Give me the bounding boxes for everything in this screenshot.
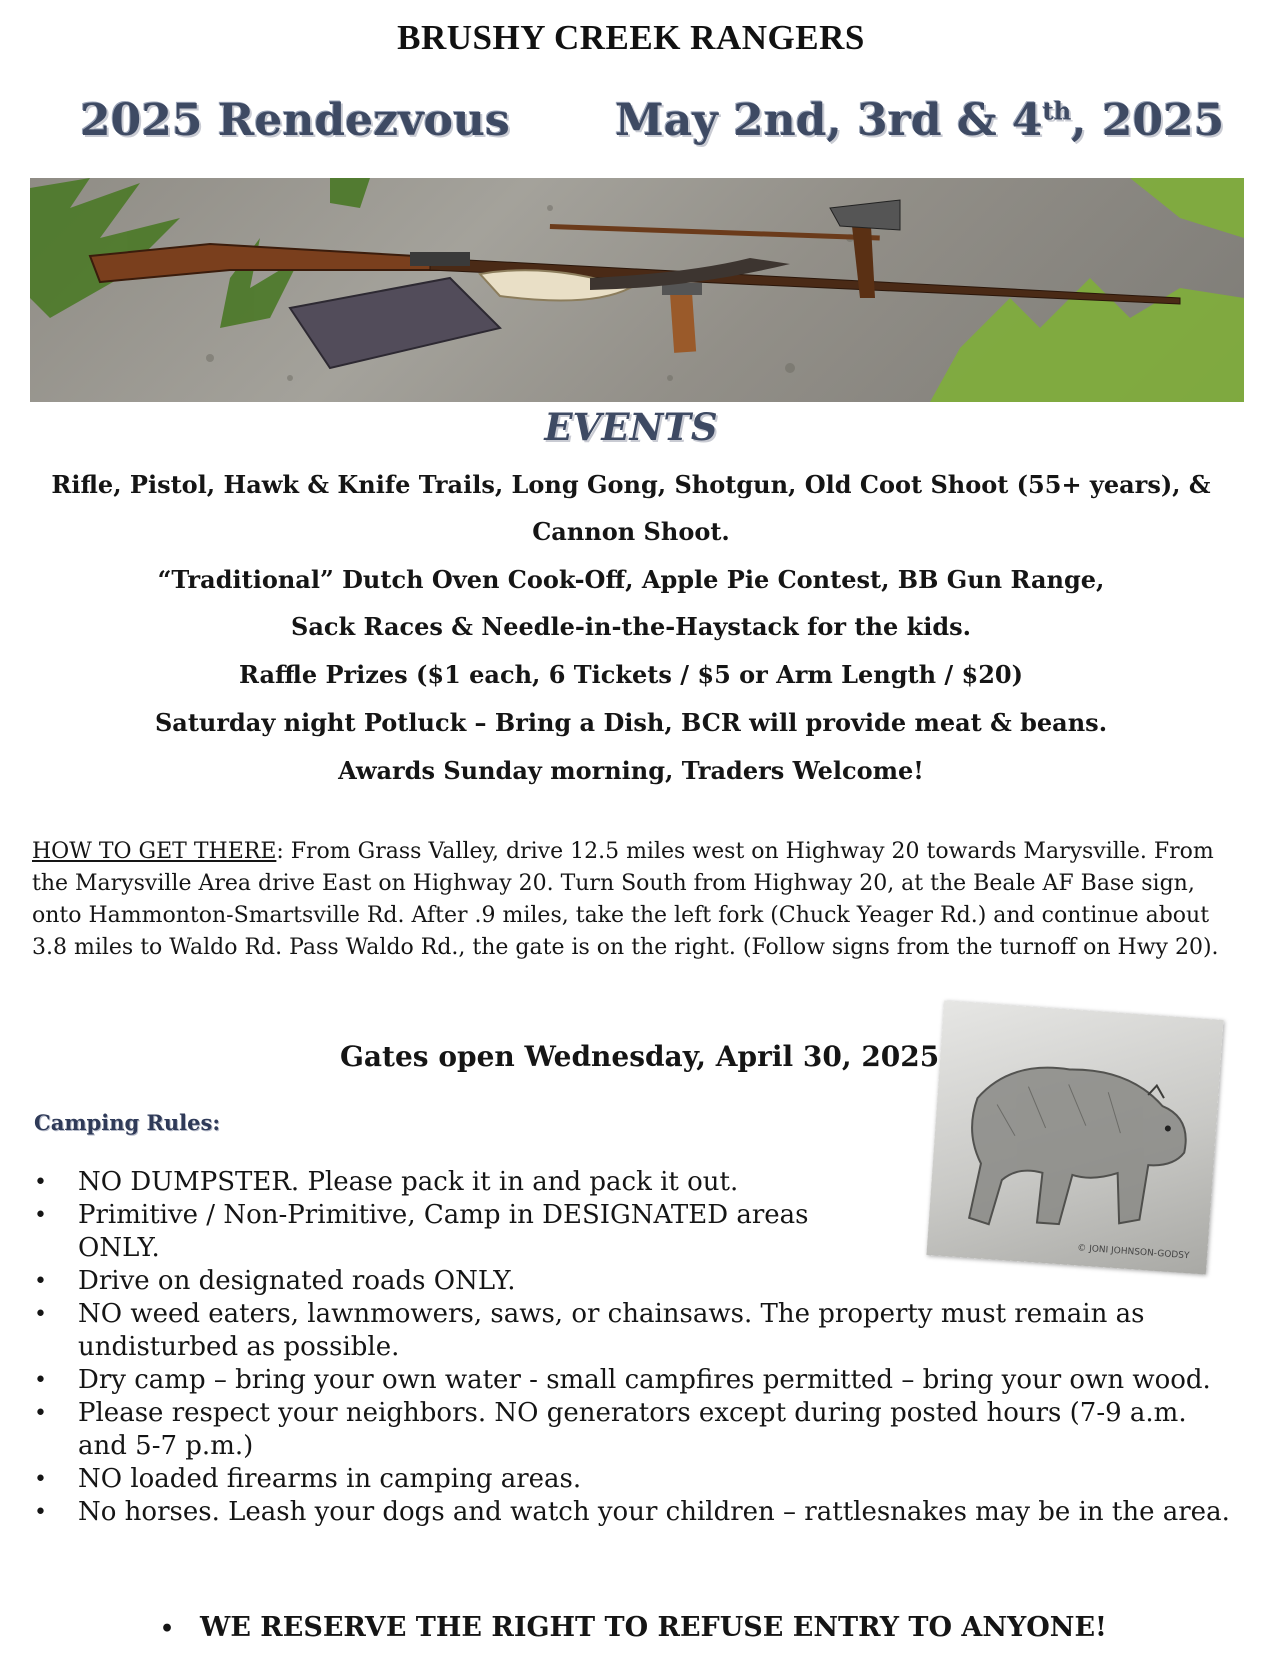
- list-item: • Dry camp – bring your own water - small campfires permitted – bring your own wood.: [34, 1364, 1234, 1397]
- events-heading: EVENTS: [544, 405, 718, 449]
- list-item: • NO loaded firearms in camping areas.: [34, 1463, 1234, 1496]
- event-line: Rifle, Pistol, Hawk & Knife Trails, Long Gong, Shotgun, Old Coot Shoot (55+ years), &: [51, 470, 1211, 499]
- event-line: Awards Sunday morning, Traders Welcome!: [338, 756, 924, 785]
- event-line: Cannon Shoot.: [532, 517, 730, 546]
- muzzleloader-rifle-photo: [30, 178, 1244, 402]
- artist-credit: © JONI JOHNSON-GODSY: [1076, 1243, 1190, 1262]
- club-title: BRUSHY CREEK RANGERS: [397, 18, 865, 57]
- event-line: Saturday night Potluck – Bring a Dish, BCR will provide meat & beans.: [154, 708, 1108, 737]
- refuse-entry-notice: [160, 1612, 1107, 1643]
- list-item: • NO DUMPSTER. Please pack it in and pack it out.: [34, 1166, 1234, 1199]
- event-line: “Traditional” Dutch Oven Cook-Off, Apple Pie Contest, BB Gun Range,: [157, 565, 1105, 594]
- directions-text: : From Grass Valley, drive 12.5 miles west on Highway 20 towards Marysville. From the Marysville Area drive East on Highway 20. Turn South from Highway 20, at the Beale AF Base sign, onto Hammonton-Smartsville Rd. After .9 miles, take the left fork (Chuck Yeager Rd.) and continue about 3.8 miles to Waldo Rd. Pass Waldo Rd., the gate is on the right. (Follow signs from the turnoff on Hwy 20).: [32, 839, 1219, 960]
- list-item: • No horses. Leash your dogs and watch your children – rattlesnakes may be in the area.: [34, 1496, 1234, 1529]
- directions-paragraph: [32, 836, 1232, 964]
- rifle-photo-illustration: [30, 178, 1244, 402]
- camping-rules-list: [34, 1166, 1234, 1529]
- refuse-entry-text: WE RESERVE THE RIGHT TO REFUSE ENTRY TO ANYONE!: [200, 1612, 1107, 1643]
- event-line: Sack Races & Needle-in-the-Haystack for the kids.: [290, 612, 971, 641]
- directions-label: HOW TO GET THERE: [32, 839, 277, 864]
- list-item: • Primitive / Non-Primitive, Camp in DESIGNATED areas ONLY.: [34, 1199, 858, 1265]
- list-item: • Please respect your neighbors. NO generators except during posted hours (7-9 a.m. and 5-7 p.m.): [34, 1397, 1234, 1463]
- gates-open-notice: Gates open Wednesday, April 30, 2025: [340, 1040, 940, 1073]
- bullet-icon: •: [160, 1616, 175, 1642]
- event-name: 2025 Rendezvous: [80, 95, 510, 146]
- event-dates: [615, 95, 1224, 146]
- event-dates-end: , 2025: [1071, 95, 1225, 146]
- list-item: • Drive on designated roads ONLY.: [34, 1265, 1234, 1298]
- list-item: • NO weed eaters, lawnmowers, saws, or chainsaws. The property must remain as undisturbed as possible.: [34, 1298, 1188, 1364]
- camping-rules-heading: Camping Rules:: [34, 1110, 221, 1135]
- event-line: Raffle Prizes ($1 each, 6 Tickets / $5 or Arm Length / $20): [239, 660, 1023, 689]
- event-dates-sup: th: [1042, 96, 1072, 126]
- event-dates-main: May 2nd, 3rd & 4: [615, 95, 1043, 146]
